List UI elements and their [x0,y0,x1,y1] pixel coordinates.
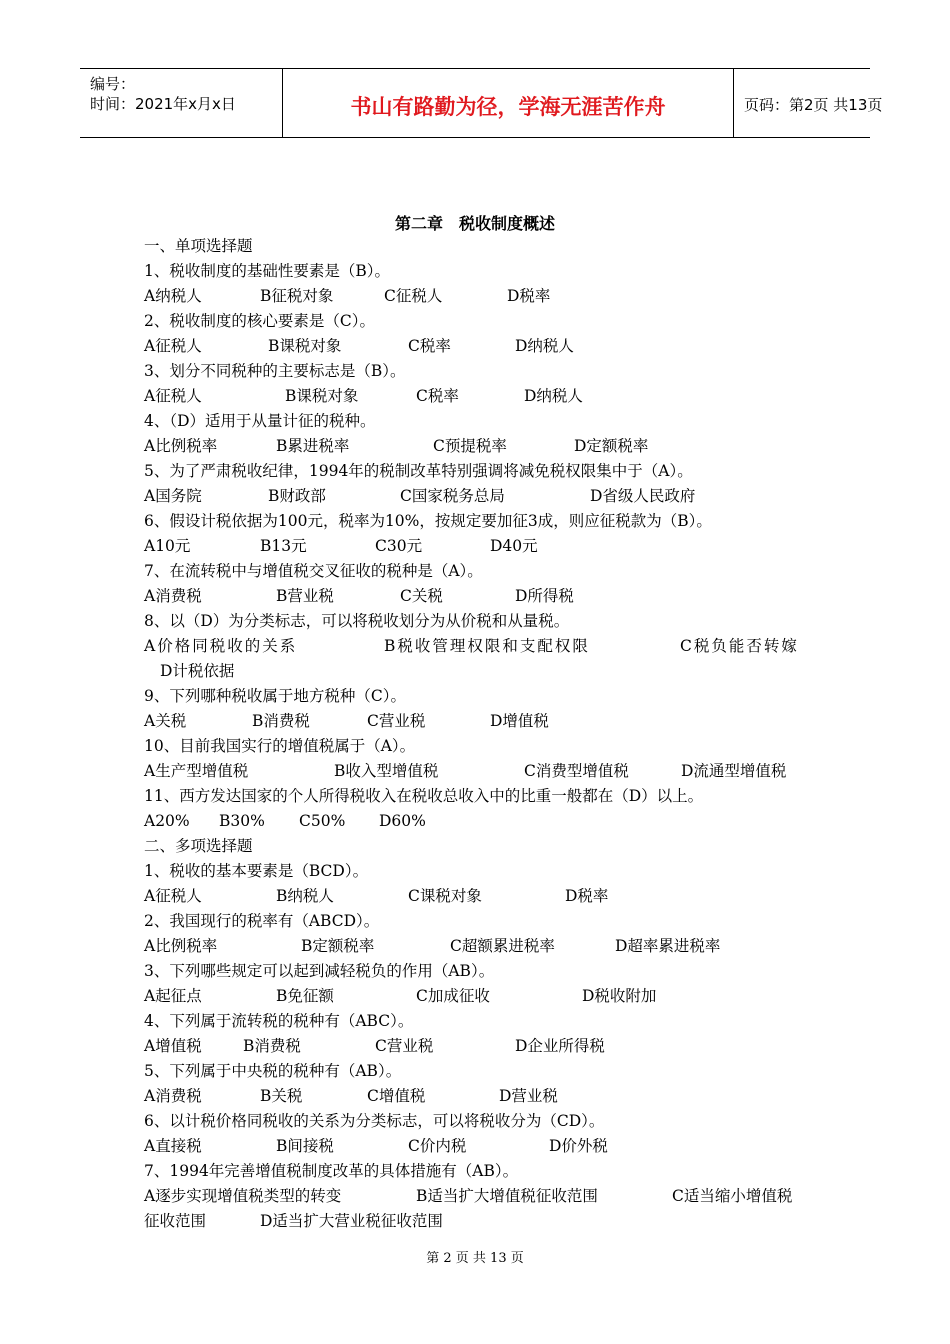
question-text: 7、在流转税中与增值税交叉征收的税种是（A）。 [144,562,483,580]
option: C税率 [416,387,459,405]
option: B适当扩大增值税征收范围 [416,1187,598,1205]
header-right-cell [734,69,883,137]
option: D计税依据 [160,662,235,680]
option: C预提税率 [433,437,507,455]
option: C关税 [400,587,443,605]
page-header [80,68,883,138]
option: A国务院 [144,487,202,505]
option: A消费税 [144,1087,202,1105]
header-left-cell [80,69,282,137]
header-center-cell [282,69,734,137]
question-text: 8、以（D）为分类标志，可以将税收划分为从价税和从量税。 [144,612,570,630]
option: D60% [379,812,426,830]
option: B财政部 [268,487,326,505]
option: D税率 [565,887,609,905]
option: B收入型增值税 [334,762,439,780]
question-text: 6、以计税价格同税收的关系为分类标志，可以将税收分为（CD）。 [144,1112,605,1130]
option: C营业税 [367,712,426,730]
question-text: 3、划分不同税种的主要标志是（B）。 [144,362,406,380]
option: C征税人 [384,287,443,305]
question-text: 10、目前我国实行的增值税属于（A）。 [144,737,416,755]
option: C税率 [408,337,451,355]
option: D流通型增值税 [681,762,787,780]
option: B13元 [260,537,307,555]
option: A逐步实现增值税类型的转变 [144,1187,342,1205]
option: A关税 [144,712,187,730]
question-text: 3、下列哪些规定可以起到减轻税负的作用（AB）。 [144,962,495,980]
question-text: 5、为了严肃税收纪律，1994年的税制改革特别强调将减免税权限集中于（A）。 [144,462,693,480]
option: C30元 [375,537,423,555]
question-text: 1、税收的基本要素是（BCD）。 [144,862,369,880]
option: D40元 [490,537,538,555]
option: A比例税率 [144,937,218,955]
option: D税率 [507,287,551,305]
option: A消费税 [144,587,202,605]
option: A征税人 [144,887,202,905]
question-text: 2、我国现行的税率有（ABCD）。 [144,912,380,930]
option: C营业税 [375,1037,434,1055]
option: A直接税 [144,1137,202,1155]
question-text: 5、下列属于中央税的税种有（AB）。 [144,1062,402,1080]
option: A10元 [144,537,191,555]
option: C价内税 [408,1137,467,1155]
option: D价外税 [549,1137,608,1155]
time-label: 时间：2021年x月x日 [90,95,236,113]
number-label: 编号： [90,75,136,93]
question-text: 4、下列属于流转税的税种有（ABC）。 [144,1012,414,1030]
option: B纳税人 [276,887,334,905]
option: B课税对象 [285,387,359,405]
option: D纳税人 [515,337,574,355]
option: C加成征收 [416,987,490,1005]
option: B关税 [260,1087,303,1105]
option: A比例税率 [144,437,218,455]
question-text: 2、税收制度的核心要素是（C）。 [144,312,375,330]
option: B间接税 [276,1137,334,1155]
option: A征税人 [144,387,202,405]
option: C超额累进税率 [450,937,555,955]
question-text: 7、1994年完善增值税制度改革的具体措施有（AB）。 [144,1162,519,1180]
option: D所得税 [515,587,574,605]
option: D税收附加 [582,987,657,1005]
section-heading-single: 一、单项选择题 [144,237,253,255]
option: B税收管理权限和支配权限 [384,637,590,655]
question-text: 9、下列哪种税收属于地方税种（C）。 [144,687,406,705]
option: D企业所得税 [515,1037,605,1055]
option: C适当缩小增值税 [672,1187,793,1205]
option: B累进税率 [276,437,350,455]
option: D增值税 [490,712,549,730]
option: B消费税 [243,1037,301,1055]
motto: 书山有路勤为径，学海无涯苦作舟 [350,95,666,119]
question-text: 6、假设计税依据为100元，税率为10%，按规定要加征3成，则应征税款为（B）。 [144,512,712,530]
option: B30% [219,812,265,830]
question-text: 11、西方发达国家的个人所得税收入在税收总收入中的比重一般都在（D）以上。 [144,787,704,805]
option: B免征额 [276,987,334,1005]
option: C国家税务总局 [400,487,505,505]
option: A生产型增值税 [144,762,249,780]
chapter-title: 第二章 税收制度概述 [394,214,555,233]
option: D营业税 [499,1087,558,1105]
option: D超率累进税率 [615,937,721,955]
option: B定额税率 [301,937,375,955]
page-footer: 第 2 页 共 13 页 [426,1251,524,1266]
option: B消费税 [252,712,310,730]
page-code: 页码：第2页 共13页 [744,96,883,114]
option: B营业税 [276,587,334,605]
option: D定额税率 [574,437,649,455]
option: A价格同税收的关系 [144,637,298,655]
option: B课税对象 [268,337,342,355]
option: C增值税 [367,1087,426,1105]
option: D适当扩大营业税征收范围 [260,1212,443,1230]
option: C税负能否转嫁 [680,637,799,655]
question-text: 1、税收制度的基础性要素是（B）。 [144,262,391,280]
option: A起征点 [144,987,202,1005]
option: C课税对象 [408,887,482,905]
option: D省级人民政府 [590,487,696,505]
option: A20% [144,812,190,830]
option: C消费型增值税 [524,762,629,780]
option: A纳税人 [144,287,202,305]
option: A征税人 [144,337,202,355]
section-heading-multi: 二、多项选择题 [144,837,253,855]
option: A增值税 [144,1037,202,1055]
question-text: 4、（D）适用于从量计征的税种。 [144,412,376,430]
option: B征税对象 [260,287,334,305]
option-continuation: 征收范围 [144,1212,207,1230]
option: C50% [299,812,346,830]
option: D纳税人 [524,387,583,405]
